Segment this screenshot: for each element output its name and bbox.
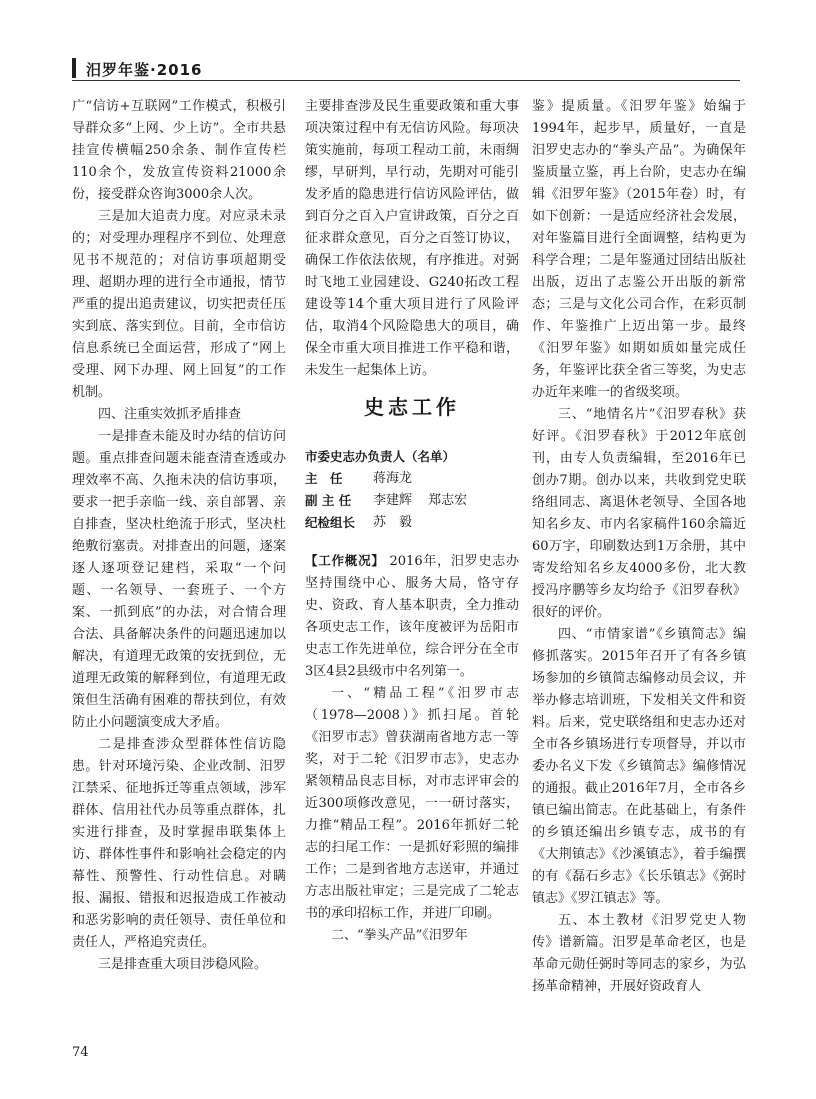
- subheading: 四、注重实效抓矛盾排查: [98, 407, 242, 422]
- paragraph: 一、“精品工程”《汨罗市志（1978—2008）》抓扫尾。首轮《汨罗市志》曾获湖南省地方志一等奖，对于二轮《汨罗市志》，史志办紧领精品良志目标，对市志评审会的近300项修改意见，一一研讨落实，力推“精品工程”。2016年抓好二轮志的扫尾工作：一是抓好彩照的编排工作；二是到省地方志送审，并通过方志出版社审定；三是完成了二轮志书的承印招标工作，并进厂印刷。: [305, 686, 519, 921]
- roster-names: [373, 512, 424, 534]
- overview-tag: 【工作概况】: [305, 553, 385, 568]
- roster-role: 主 任: [305, 471, 343, 486]
- overview-text: 2016年，汨罗史志办坚持围绕中心、服务大局，恪守存史、资政、育人基本职责，全力推动各项史志工作，该年度被评为岳阳市史志工作先进单位，综合评分在全市3区4县2县级市中名列第一。: [305, 554, 519, 679]
- paragraph: 三是排查重大项目涉稳风险。: [98, 957, 268, 972]
- header-rule: [72, 80, 740, 81]
- section-title: 史志工作: [364, 395, 460, 419]
- roster-row: [305, 512, 519, 534]
- roster-name: 蒋海龙: [373, 471, 413, 486]
- roster-title: 市委史志办负责人（名单）: [305, 449, 456, 464]
- roster-names: [373, 468, 424, 490]
- header-title: 汨罗年鉴·2016: [86, 61, 203, 79]
- paragraph: 主要排查涉及民生重要政策和重大事项决策过程中有无信访风险。每项决策实施前，每项工程动工前，未雨绸缪，早研判，早行动，先期对可能引发矛盾的隐患进行信访风险评估，做到百分之百入户宣讲政策，百分之百征求群众意见，百分之百签订协议，确保工作依法依规，有序推进。对弼时飞地工业园建设、G240拓改工程建设等14个重大项目进行了风险评估，取消4个风险隐患大的项目，确保全市重大项目推进工作平稳和谐，未发生一起集体上访。: [305, 99, 519, 378]
- running-header: [72, 58, 740, 82]
- paragraph: 一是排查未能及时办结的信访问题。重点排查问题未能查清查透或办理效率不高、久拖未决的信访事项，要求一把手亲临一线、亲自部署、亲自排查，坚决杜绝流于形式，坚决杜绝敷衍塞责。对排查出的问题，逐案逐人逐项登记建档，采取“一个问题、一名领导、一套班子、一个方案、一抓到底”的办法，对合情合理合法、具备解决条件的问题迅速加以解决，有道理无政策的安抚到位，无道理无政策的解释到位，有道理无政策但生活确有困难的帮扶到位，有效防止小问题演变成大矛盾。: [72, 429, 286, 730]
- paragraph: 鉴》提质量。《汨罗年鉴》始编于1994年，起步早，质量好，一直是汨罗史志办的“拳头产品”。为确保年鉴质量立鉴，再上台阶，史志办在编辑《汨罗年鉴》（2015年卷）时，有如下创新：一是适应经济社会发展，对年鉴篇目进行全面调整，结构更为科学合理；二是年鉴通过団结出版社出版，迈出了志鉴公开出版的新常态；三是与文化公司合作，在彩页制作、年鉴推广上迈出第一步。最终《汨罗年鉴》如期如质如量完成任务，年鉴评比获全省三等奖，为史志办近年来唯一的省级奖项。: [532, 99, 746, 400]
- roster-names: [373, 490, 479, 512]
- paragraph: 二是排查涉众型群体性信访隐患。针对环境污染、企业改制、汨罗江禁采、征地拆迁等重点领域，涉军群体、信用社代办员等重点群体，扎实进行排查，及时掌握串联集体上访、群体性事件和影响社会稳定的内幕性、预警性、行动性信息。对瞒报、漏报、错报和迟报造成工作被动和恶劣影响的责任领导、责任单位和责任人，严格追究责任。: [72, 737, 286, 950]
- roster-row: [305, 468, 519, 490]
- page-number: 74: [72, 1045, 89, 1060]
- paragraph: 广“信访+互联网”工作模式，积极引导群众多“上网、少上访”。全市共悬挂宣传横幅250余条、制作宣传栏110余个，发放宣传资料21000余份，接受群众咨询3000余人次。: [72, 99, 286, 202]
- roster-name: 李建辉: [373, 493, 413, 508]
- roster-name: 郑志宏: [428, 493, 468, 508]
- paragraph: 三、“地情名片”《汨罗春秋》获好评。《汨罗春秋》于2012年底创刊，由专人负责编辑，至2016年已创办7期。创办以来，共收到党史联络组同志、离退休老领导、全国各地知名乡友、市内名家稿件160余篇近60万字，印刷数达到1万余册，其中寄发给知名乡友4000多份，北大教授冯序鹏等乡友均给予《汨罗春秋》很好的评价。: [532, 407, 746, 620]
- roster-name: 苏 毅: [373, 515, 413, 530]
- column-1: [72, 96, 286, 976]
- column-3: [532, 96, 746, 998]
- roster-role: 副 主 任: [305, 493, 352, 508]
- overview-paragraph: [305, 550, 519, 683]
- paragraph: 三是加大追责力度。对应录未录的；对受理办理程序不到位、处理意见书不规范的；对信访事项超期受理、超期办理的进行全市通报，情节严重的提出追责建议，切实把责任压实到底、落实到位。目前，全市信访信息系统已全面运营，形成了“网上受理、网下办理、网上回复”的工作机制。: [72, 209, 286, 400]
- roster-row: [305, 490, 519, 512]
- column-2: [305, 96, 519, 947]
- paragraph: 五、本土教材《汨罗党史人物传》谱新篇。汨罗是革命老区，也是革命元勋任弼时等同志的家乡，为弘扬革命精神，开展好资政育人: [532, 913, 746, 994]
- paragraph: 二、“拳头产品”《汨罗年: [331, 928, 468, 943]
- header-marker-bar: [72, 58, 76, 78]
- paragraph: 四、“市情家谱”《乡镇简志》编修抓落实。2015年召开了有各乡镇场参加的乡镇简志编修动员会议，并举办修志培训班，下发相关文件和资料。后来，党史联络组和史志办还对全市各乡镇场进行专项督导，并以市委办名义下发《乡镇简志》编修情况的通报。截止2016年7月，全市各乡镇已编出简志。在此基础上，有条件的乡镇还编出乡镇专志，成书的有《大荆镇志》《沙溪镇志》，着手编撰的有《磊石乡志》《长乐镇志》《弼时镇志》《罗江镇志》等。: [532, 627, 746, 906]
- roster-role: 纪检组长: [305, 515, 356, 530]
